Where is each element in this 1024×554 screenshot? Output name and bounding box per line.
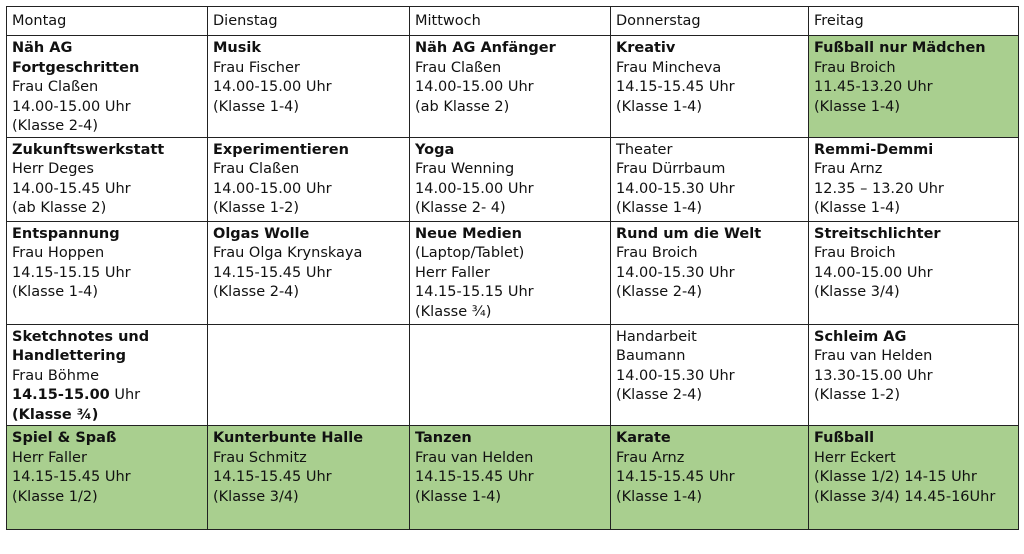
course-cell-donnerstag	[611, 137, 809, 221]
course-title: Kreativ	[616, 40, 676, 56]
course-cell-freitag	[809, 36, 1019, 138]
course-time: 11.45-13.20 Uhr	[814, 79, 933, 95]
course-time: 14.15-15.45 Uhr	[616, 79, 735, 95]
class-range: (Klasse 3/4) 14.45-16Uhr	[814, 488, 996, 505]
schedule-row	[7, 137, 1019, 221]
class-range: (Klasse ¾)	[415, 303, 492, 320]
teacher-name: Herr Faller	[12, 449, 87, 466]
teacher-name: Frau Fischer	[213, 59, 300, 76]
course-cell-mittwoch	[410, 36, 611, 138]
course-time: (Klasse 1/2) 14-15 Uhr	[814, 469, 977, 485]
class-range: (Klasse 1-4)	[12, 284, 99, 300]
teacher-name: Frau Mincheva	[616, 59, 722, 76]
class-range: (ab Klasse 2)	[415, 98, 510, 115]
course-time: 12.35 – 13.20 Uhr	[814, 180, 944, 197]
course-title: Karate	[616, 430, 671, 446]
class-range: (Klasse 3/4)	[213, 488, 299, 505]
day-header-dienstag: Dienstag	[208, 7, 410, 36]
teacher-name: Frau Claßen	[415, 59, 502, 76]
course-cell-donnerstag	[611, 426, 809, 530]
course-title: Zukunftswerkstatt	[12, 141, 165, 158]
course-time: 14.00-15.00 Uhr	[415, 79, 534, 95]
teacher-name: Frau Arnz	[814, 161, 883, 177]
course-time: 14.00-15.00 Uhr	[814, 264, 933, 281]
course-time: 14.00-15.30 Uhr	[616, 367, 735, 384]
day-header-montag: Montag	[7, 7, 208, 36]
course-cell-montag	[7, 36, 208, 138]
course-cell-freitag	[809, 324, 1019, 426]
course-title: Theater	[616, 141, 673, 158]
course-title: Sketchnotes und Handlettering	[12, 328, 150, 364]
course-time	[12, 386, 203, 406]
course-title: Experimentieren	[213, 141, 349, 158]
class-range: (ab Klasse 2)	[12, 200, 107, 216]
teacher-name: Frau van Helden	[415, 449, 534, 466]
course-cell-montag	[7, 137, 208, 221]
class-range: (Klasse 1-4)	[616, 488, 703, 505]
course-title: Rund um die Welt	[616, 225, 762, 242]
course-cell-montag	[7, 426, 208, 530]
class-range: (Klasse 2-4)	[213, 284, 300, 300]
day-header-mittwoch: Mittwoch	[410, 7, 611, 36]
course-cell-mittwoch	[410, 221, 611, 324]
empty-cell	[208, 324, 410, 426]
course-title: Tanzen	[415, 430, 472, 446]
course-cell-montag	[7, 324, 208, 426]
teacher-name: Frau Olga Krynskaya	[213, 245, 363, 261]
course-title: Streitschlichter	[814, 225, 941, 242]
course-title: Handarbeit	[616, 328, 697, 345]
course-cell-mittwoch	[410, 426, 611, 530]
course-title: Musik	[213, 40, 261, 56]
class-range: (Klasse 2-4)	[616, 284, 703, 300]
teacher-name: Frau Broich	[616, 245, 698, 261]
class-range: (Klasse ¾)	[12, 406, 99, 423]
teacher-name: Herr Faller	[415, 264, 490, 281]
class-range: (Klasse 1-2)	[213, 200, 300, 216]
course-time: 14.00-15.00 Uhr	[213, 79, 332, 95]
class-range: (Klasse 2-4)	[616, 387, 703, 403]
day-header-row	[7, 7, 1019, 36]
teacher-name: Frau Claßen	[213, 161, 300, 177]
course-cell-dienstag	[208, 426, 410, 530]
course-title: Näh AG Anfänger	[415, 40, 556, 56]
teacher-name: Herr Eckert	[814, 449, 896, 466]
teacher-name: Frau Schmitz	[213, 449, 307, 466]
course-time: 14.00-15.00 Uhr	[213, 180, 332, 197]
course-cell-freitag	[809, 137, 1019, 221]
course-title: Fußball	[814, 430, 875, 446]
course-cell-freitag	[809, 426, 1019, 530]
schedule-row	[7, 36, 1019, 138]
course-cell-dienstag	[208, 221, 410, 324]
course-cell-dienstag	[208, 36, 410, 138]
teacher-name: Herr Deges	[12, 161, 94, 177]
class-range: (Klasse 3/4)	[814, 284, 900, 300]
course-title: Kunterbunte Halle	[213, 430, 364, 446]
course-cell-donnerstag	[611, 221, 809, 324]
course-title: Näh AG Fortgeschritten	[12, 40, 140, 76]
course-time: 14.00-15.45 Uhr	[12, 180, 131, 197]
class-range: (Klasse 1-2)	[814, 387, 901, 403]
course-cell-freitag	[809, 221, 1019, 324]
course-cell-montag	[7, 221, 208, 324]
course-time: 13.30-15.00 Uhr	[814, 367, 933, 384]
ag-schedule-table	[6, 6, 1019, 530]
teacher-name: Frau Böhme	[12, 367, 99, 384]
course-cell-donnerstag	[611, 324, 809, 426]
course-subtitle: (Laptop/Tablet)	[415, 245, 525, 261]
teacher-name: Frau Claßen	[12, 79, 99, 95]
course-time: 14.15-15.45 Uhr	[415, 469, 534, 485]
course-time: 14.00-15.30 Uhr	[616, 180, 735, 197]
teacher-name: Frau Wenning	[415, 161, 515, 177]
teacher-name: Frau Broich	[814, 59, 896, 76]
empty-cell	[410, 324, 611, 426]
class-range: (Klasse 1-4)	[616, 98, 703, 115]
course-time: 14.15-15.45 Uhr	[213, 264, 332, 281]
teacher-name: Frau Arnz	[616, 449, 685, 466]
teacher-name: Frau Broich	[814, 245, 896, 261]
course-title: Entspannung	[12, 225, 120, 242]
course-time: 14.15-15.45 Uhr	[616, 469, 735, 485]
teacher-name: Frau Hoppen	[12, 245, 105, 261]
course-time: 14.15-15.45 Uhr	[213, 469, 332, 485]
course-cell-donnerstag	[611, 36, 809, 138]
course-time-value: 14.15-15.00	[12, 387, 110, 403]
teacher-name: Frau Dürrbaum	[616, 161, 726, 177]
course-time: 14.00-15.00 Uhr	[12, 98, 131, 115]
class-range: (Klasse 2- 4)	[415, 200, 506, 216]
class-range: (Klasse 1-4)	[616, 200, 703, 216]
class-range: (Klasse 1-4)	[415, 488, 502, 505]
teacher-name: Baumann	[616, 348, 686, 364]
course-cell-dienstag	[208, 137, 410, 221]
teacher-name: Frau van Helden	[814, 348, 933, 364]
class-range: (Klasse 1-4)	[814, 98, 901, 115]
course-time: 14.15-15.15 Uhr	[415, 284, 534, 300]
course-cell-mittwoch	[410, 137, 611, 221]
day-header-freitag: Freitag	[809, 7, 1019, 36]
course-title: Remmi-Demmi	[814, 141, 934, 158]
schedule-row	[7, 221, 1019, 324]
class-range: (Klasse 1/2)	[12, 488, 98, 505]
class-range: (Klasse 1-4)	[814, 200, 901, 216]
course-time: 14.15-15.15 Uhr	[12, 264, 131, 281]
schedule-row	[7, 324, 1019, 426]
class-range: (Klasse 2-4)	[12, 118, 99, 134]
course-title: Fußball nur Mädchen	[814, 40, 986, 56]
course-title: Yoga	[415, 141, 455, 158]
course-time: 14.00-15.30 Uhr	[616, 264, 735, 281]
course-title: Olgas Wolle	[213, 225, 310, 242]
course-title: Schleim AG	[814, 328, 907, 345]
course-title: Neue Medien	[415, 225, 522, 242]
day-header-donnerstag: Donnerstag	[611, 7, 809, 36]
course-title: Spiel & Spaß	[12, 430, 117, 446]
course-time: 14.00-15.00 Uhr	[415, 180, 534, 197]
schedule-row	[7, 426, 1019, 530]
course-time-unit: Uhr	[109, 387, 141, 403]
class-range: (Klasse 1-4)	[213, 98, 300, 115]
course-time: 14.15-15.45 Uhr	[12, 469, 131, 485]
